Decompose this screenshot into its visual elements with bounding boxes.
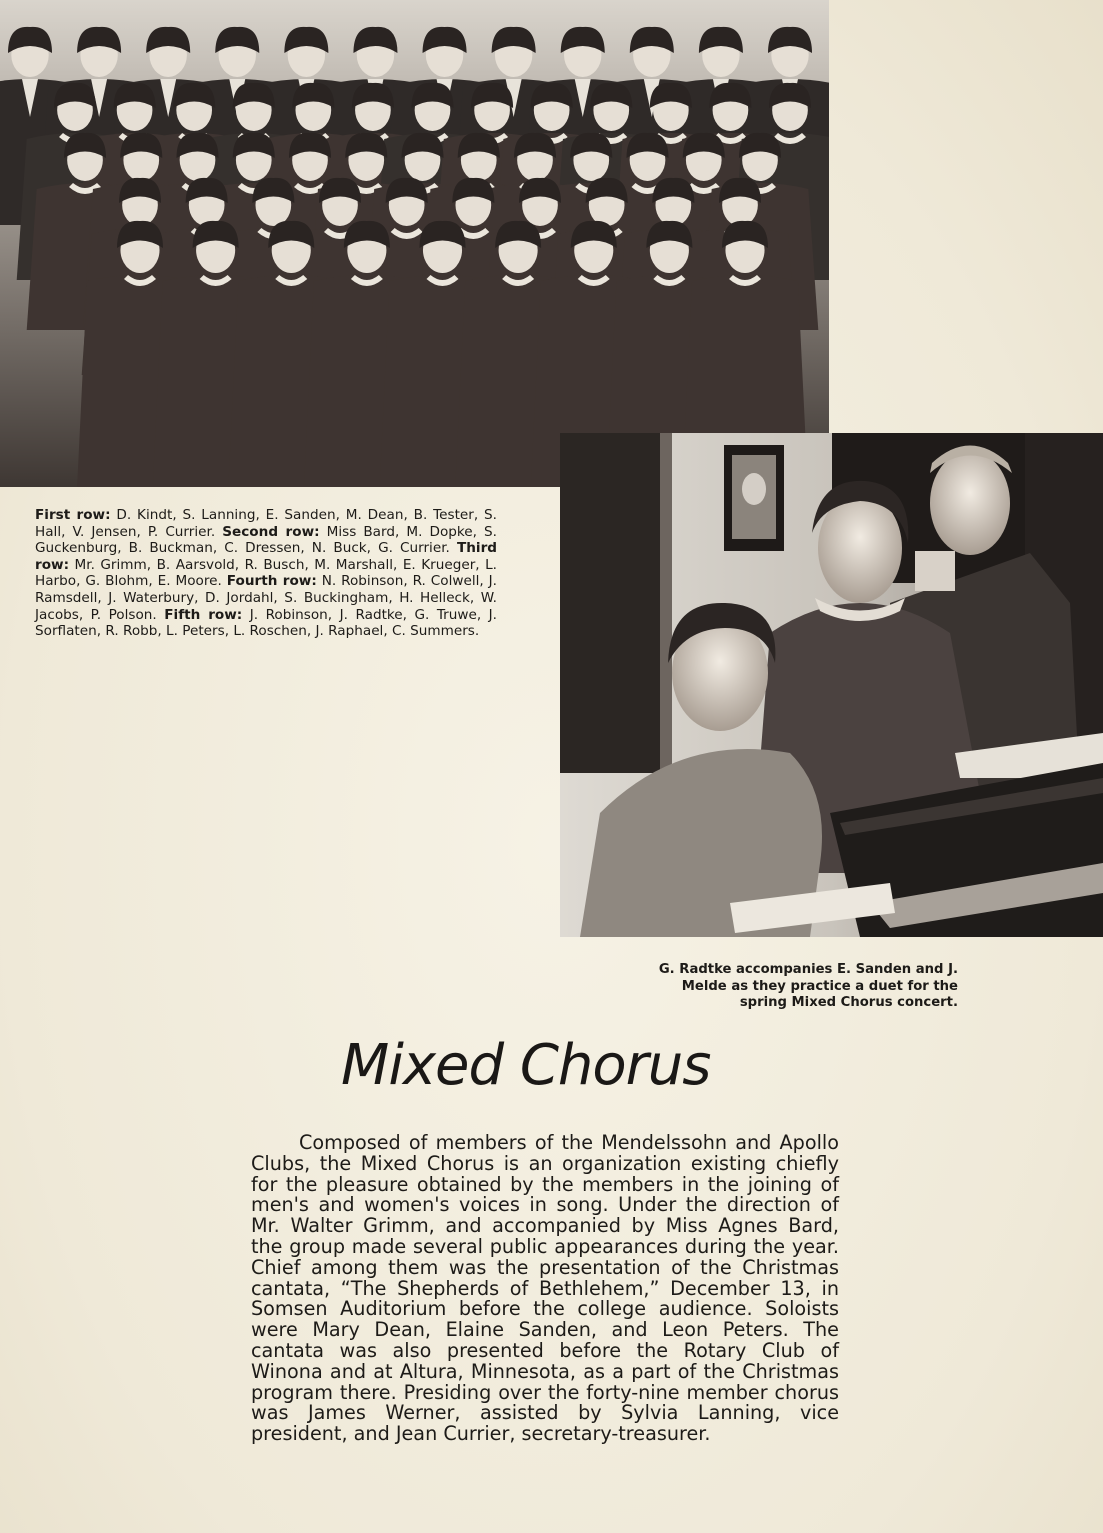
roster-row-names-fourth: N. Robinson, R. Colwell, J. Ramsdell, J. Waterbury, D. Jordahl, S. Buckingham, H. Helleck, W. Jacobs, P. Polson. [35,573,497,623]
page-title: Mixed Chorus [341,1033,711,1098]
roster-row-label-third: Third row: [35,540,497,573]
roster-caption [35,507,497,640]
roster-row-names-first: D. Kindt, S. Lanning, E. Sanden, M. Dean, B. Tester, S. Hall, V. Jensen, P. Currier. [35,507,497,540]
roster-row-label-second: Second row: [222,523,320,540]
roster-row-label-first: First row: [35,507,111,523]
roster-row-label-fourth: Fourth row: [226,573,317,590]
body-paragraph: Composed of members of the Mendelssohn and Apollo Clubs, the Mixed Chorus is an organization existing chiefly for the pleasure obtained by the members in the joining of men's and women's voices in song. Under the direction of Mr. Walter Grimm, and accompanied by Miss Agnes Bard, the group made several public appearances during the year. Chief among them was the presentation of the Christmas cantata, “The Shepherds of Bethlehem,” December 13, in Somsen Auditorium before the college audience. Soloists were Mary Dean, Elaine Sanden, and Leon Peters. The cantata was also presented before the Rotary Club of Winona and at Altura, Minnesota, as a part of the Christmas program there. Presiding over the forty-nine member chorus was James Werner, assisted by Sylvia Lanning, vice president, and Jean Currier, secretary-treasurer. [251,1131,839,1446]
choir-group-photo [0,0,829,487]
choir-photo-image [0,0,829,487]
roster-row-names-third: Mr. Grimm, B. Aarsvold, R. Busch, M. Marshall, E. Krueger, L. Harbo, G. Blohm, E. Moore. [35,556,497,590]
duet-caption: G. Radtke accompanies E. Sanden and J. Melde as they practice a duet for the spring Mixed Chorus concert. [658,962,958,1011]
duet-photo-image [560,433,1103,937]
roster-row-names-second: Miss Bard, M. Dopke, S. Guckenburg, B. Buckman, C. Dressen, N. Buck, G. Currier. [35,523,497,557]
roster-row-names-fifth: J. Robinson, J. Radtke, G. Truwe, J. Sorflaten, R. Robb, L. Peters, L. Roschen, J. Raphael, C. Summers. [35,606,498,640]
piano-duet-photo [560,433,1103,937]
roster-row-label-fifth: Fifth row: [164,606,243,623]
